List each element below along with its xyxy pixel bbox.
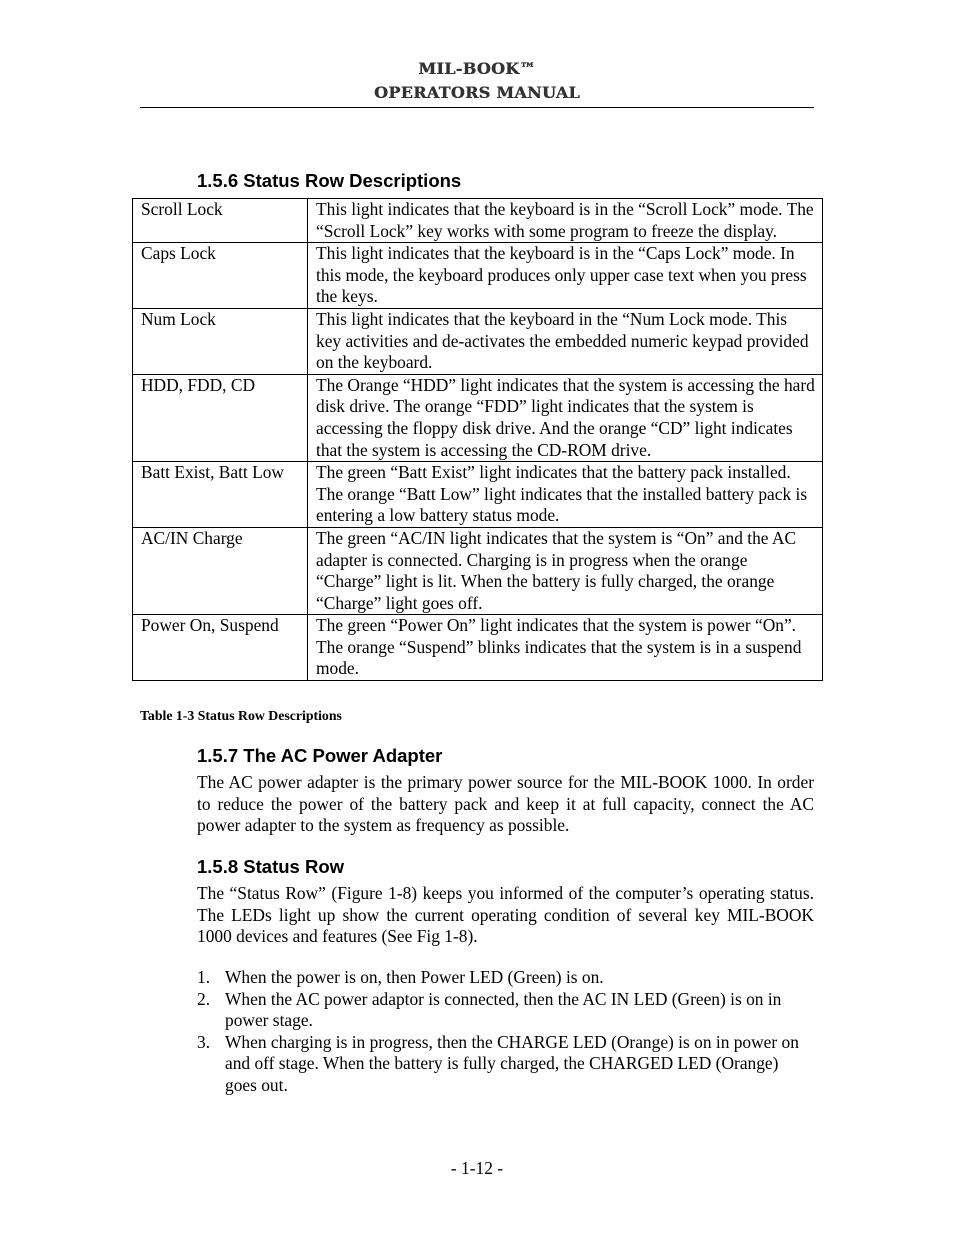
list-item-number: 3. <box>197 1031 211 1052</box>
table-row <box>133 243 823 309</box>
row-description: The green “AC/IN light indicates that the system is “On” and the AC adapter is connected. Charging is in progress when the orange “Charge” light is lit. When the battery is fully charged, the orange “Charge” light goes off. <box>308 527 823 614</box>
row-description: This light indicates that the keyboard is in the “Caps Lock” mode. In this mode, the keyboard produces only upper case text when you press the keys. <box>308 243 823 309</box>
list-item-number: 1. <box>197 967 211 987</box>
table-row <box>133 374 823 461</box>
header-rule <box>140 107 814 108</box>
row-description: This light indicates that the keyboard is in the “Scroll Lock” mode. The “Scroll Lock” key works with some program to freeze the display. <box>308 199 823 243</box>
row-label: AC/IN Charge <box>133 527 308 614</box>
table-row <box>133 462 823 528</box>
table-row <box>133 615 823 681</box>
section-heading-1-5-8: 1.5.8 Status Row <box>197 856 345 877</box>
status-led-list <box>197 967 814 1097</box>
table-row <box>133 308 823 374</box>
list-item <box>197 989 814 1032</box>
list-item-text: When the AC power adaptor is connected, then the AC IN LED (Green) is on in power stage. <box>225 988 782 1031</box>
status-row-paragraph: The “Status Row” (Figure 1-8) keeps you informed of the computer’s operating status. The LEDs light up show the current operating condition of several key MIL-BOOK 1000 devices and features (See Fig 1-8). <box>197 883 814 947</box>
running-header <box>140 57 814 105</box>
row-description: The green “Batt Exist” light indicates that the battery pack installed. The orange “Batt Low” light indicates that the installed battery pack is entering a low battery status mode. <box>308 462 823 528</box>
row-label: Batt Exist, Batt Low <box>133 462 308 528</box>
list-item <box>197 1032 814 1097</box>
row-label: HDD, FDD, CD <box>133 374 308 461</box>
section-heading-1-5-6: 1.5.6 Status Row Descriptions <box>197 170 462 191</box>
table-caption: Table 1-3 Status Row Descriptions <box>140 708 342 723</box>
row-description: This light indicates that the keyboard in the “Num Lock mode. This key activities and de-activates the embedded numeric keypad provided on the keyboard. <box>308 308 823 374</box>
header-title: MIL-BOOK™ <box>418 59 536 78</box>
table-row <box>133 527 823 614</box>
table-row <box>133 199 823 243</box>
row-label: Caps Lock <box>133 243 308 309</box>
list-item-text: When charging is in progress, then the CHARGE LED (Orange) is on in power on and off stage. When the battery is fully charged, the CHARGED LED (Orange) goes out. <box>225 1031 799 1095</box>
row-label: Power On, Suspend <box>133 615 308 681</box>
row-label: Scroll Lock <box>133 199 308 243</box>
status-row-table <box>132 198 823 681</box>
section-heading-1-5-7: 1.5.7 The AC Power Adapter <box>197 745 443 766</box>
list-item-number: 2. <box>197 988 211 1009</box>
page-number: - 1-12 - <box>450 1158 504 1178</box>
row-description: The green “Power On” light indicates that the system is power “On”. The orange “Suspend” blinks indicates that the system is in a suspend mode. <box>308 615 823 681</box>
row-label: Num Lock <box>133 308 308 374</box>
row-description: The Orange “HDD” light indicates that the system is accessing the hard disk drive. The orange “FDD” light indicates that the system is accessing the floppy disk drive. And the orange “CD” light indicates that the system is accessing the CD-ROM drive. <box>308 374 823 461</box>
status-row-table-body <box>133 199 823 681</box>
list-item <box>197 967 814 989</box>
header-subtitle: OPERATORS MANUAL <box>374 83 580 102</box>
ac-adapter-paragraph: The AC power adapter is the primary power source for the MIL-BOOK 1000. In order to reduce the power of the battery pack and keep it at full capacity, connect the AC power adapter to the system as frequency as possible. <box>197 772 814 836</box>
list-item-text: When the power is on, then Power LED (Green) is on. <box>225 967 604 987</box>
